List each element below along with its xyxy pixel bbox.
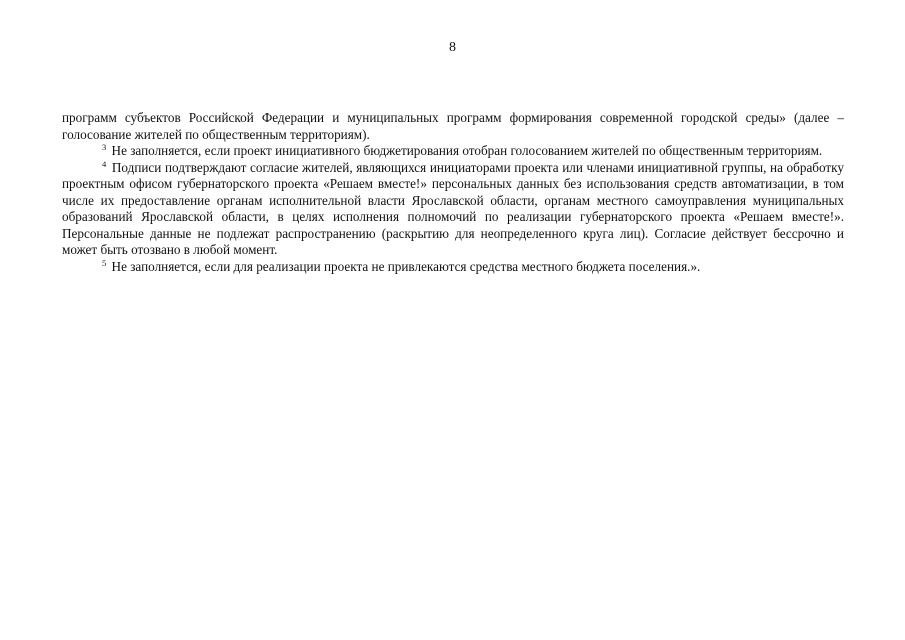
footnote-3 [62,143,844,160]
document-body [62,110,844,275]
footnote-5 [62,259,844,276]
footnote-4-text: Подписи подтверждают согласие жителей, являющихся инициаторами проекта или членами инициативной группы, на обработку проектным офисом губернаторского проекта «Решаем вместе!» персональных данных без использования средств автоматизации, в том числе их предоставление органам исполнительной власти Ярославской области, органам местного самоуправления муниципальных образований Ярославской области, в целях исполнения полномочий по реализации губернаторского проекта «Решаем вместе!». Персональные данные не подлежат распространению (раскрытию для неопределенного круга лиц). Согласие действует бессрочно и может быть отозвано в любой момент. [62,159,844,257]
footnote-4-mark: 4 [102,158,107,169]
page-number: 8 [449,40,456,55]
footnote-3-text: Не заполняется, если проект инициативного бюджетирования отобран голосованием жителей по общественным территориям. [111,143,823,158]
footnote-5-text: Не заполняется, если для реализации проекта не привлекаются средства местного бюджета поселения.». [111,258,701,274]
continuation-paragraph: программ субъектов Российской Федерации и муниципальных программ формирования современной городской среды» (далее – голосование жителей по общественным территориям). [62,110,844,142]
footnote-5-mark: 5 [102,257,107,268]
footnote-4 [62,160,844,259]
footnote-3-mark: 3 [102,142,107,152]
